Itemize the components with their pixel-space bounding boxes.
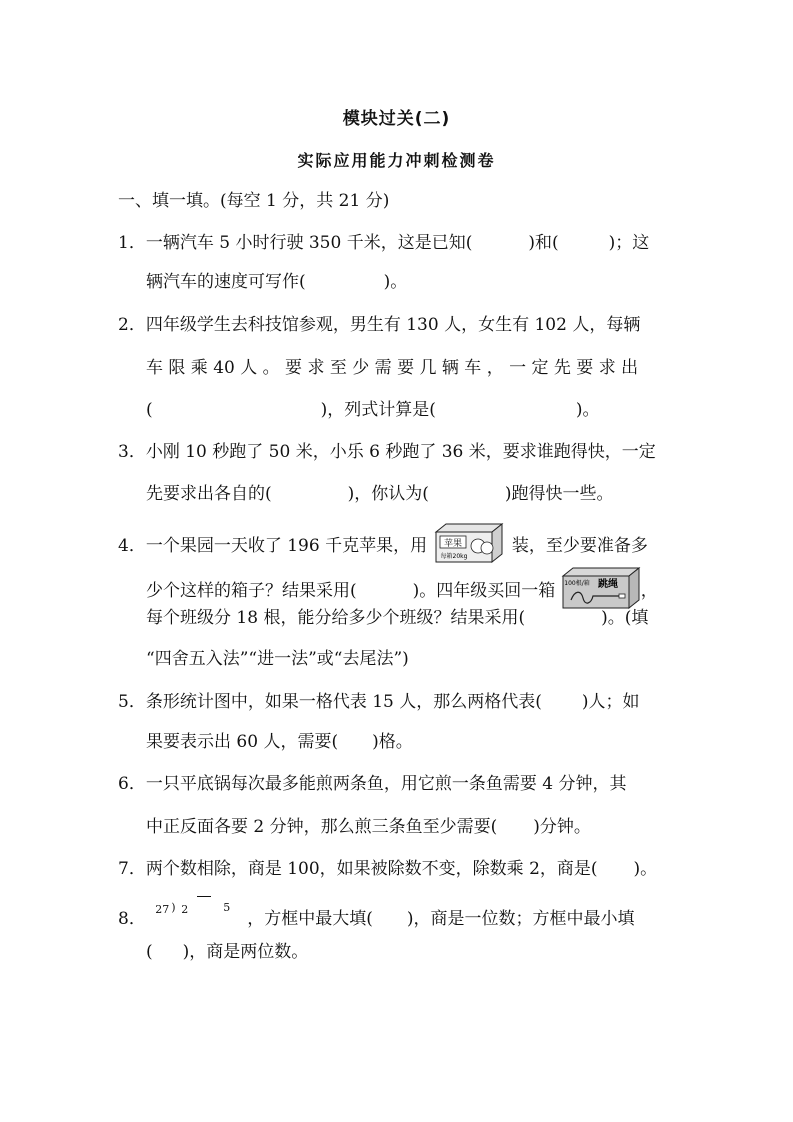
q3-text-b: 先要求出各自的(	[146, 484, 272, 504]
q1-text-e: )。	[383, 272, 408, 292]
q8-text-b: )，商是一位数；方框中最小填	[406, 909, 635, 929]
question-7-line-1	[118, 857, 678, 881]
page-title: 模块过关(二)	[342, 109, 451, 129]
question-6-line-2	[146, 815, 706, 839]
question-4-line-4: “四舍五入法”“进一法”或“去尾法”)	[146, 649, 409, 669]
question-8-line-2	[146, 940, 706, 964]
q5-text-b: )人；如	[581, 692, 640, 712]
q8-text-a: ，方框中最大填(	[247, 909, 373, 929]
q7-text-a: 7．两个数相除，商是 100，如果被除数不变，除数乘 2，商是(	[118, 859, 598, 879]
q5-text-c: 果要表示出 60 人，需要(	[146, 732, 339, 752]
svg-text:100根/箱: 100根/箱	[563, 580, 590, 587]
question-3-line-2	[146, 482, 706, 506]
svg-text:跳绳: 跳绳	[597, 579, 618, 590]
question-2-line-3	[146, 398, 706, 422]
divisor: 27	[155, 903, 170, 916]
q2-text-c: (	[146, 400, 153, 420]
question-1-line-2	[146, 270, 706, 294]
q5-text-a: 5．条形统计图中，如果一格代表 15 人，那么两格代表(	[118, 692, 542, 712]
section-heading: 一、填一填。(每空 1 分，共 21 分)	[118, 191, 390, 211]
svg-text:每箱20kg: 每箱20kg	[441, 553, 468, 560]
dividend-digit-1: 2	[181, 903, 189, 916]
q3-text-c: )，你认为(	[347, 484, 429, 504]
apple-box-icon	[432, 522, 506, 571]
question-1-line-1	[118, 231, 678, 255]
q1-text-b: )和(	[528, 233, 559, 253]
q4-text-c: 少个这样的箱子？结果采用(	[146, 581, 357, 601]
q1-text-c: )；这	[608, 233, 650, 253]
division-bracket: )	[171, 901, 176, 914]
q4-text-a: 4．一个果园一天收了 196 千克苹果，用	[118, 536, 428, 556]
q8-text-d: )，商是两位数。	[182, 942, 309, 962]
q1-text-d: 辆汽车的速度可写作(	[146, 272, 306, 292]
long-division-expression	[151, 902, 247, 926]
q3-text-d: )跑得快一些。	[504, 484, 614, 504]
dividend-box[interactable]	[197, 896, 211, 898]
q4-text-e: ，	[640, 581, 658, 601]
q8-number: 8．	[118, 909, 146, 929]
question-3-line-1: 3．小刚 10 秒跑了 50 米，小乐 6 秒跑了 36 米，要求谁跑得快，一定	[118, 442, 656, 462]
question-2-line-2: 车 限 乘 40 人 。 要 求 至 少 需 要 几 辆 车 ， 一 定 先 要 求 出	[146, 358, 639, 378]
page-subtitle: 实际应用能力冲刺检测卷	[297, 151, 496, 170]
q2-text-e: )。	[575, 400, 600, 420]
question-5-line-2	[146, 730, 706, 754]
question-5-line-1	[118, 690, 678, 714]
q6-text-c: )分钟。	[533, 817, 591, 837]
question-4-line-3	[146, 606, 706, 630]
q5-text-d: )格。	[372, 732, 413, 752]
svg-text:苹果: 苹果	[444, 539, 463, 549]
q7-text-b: )。	[633, 859, 658, 879]
dividend-digit-3: 5	[223, 901, 231, 914]
q4-text-d: )。四年级买回一箱	[412, 581, 556, 601]
question-8-line-1	[118, 902, 678, 931]
q4-text-g: )。(填	[601, 608, 649, 628]
q2-text-d: )，列式计算是(	[320, 400, 436, 420]
q4-text-f: 每个班级分 18 根，能分给多少个班级？结果采用(	[146, 608, 526, 628]
question-4-line-1	[118, 522, 678, 571]
q6-text-b: 中正反面各要 2 分钟，那么煎三条鱼至少需要(	[146, 817, 498, 837]
q8-text-c: (	[146, 942, 153, 962]
question-6-line-1: 6．一只平底锅每次最多能煎两条鱼，用它煎一条鱼需要 4 分钟，其	[118, 774, 627, 794]
question-2-line-1: 2．四年级学生去科技馆参观，男生有 130 人，女生有 102 人，每辆	[118, 315, 641, 335]
q4-text-b: 装，至少要准备多	[511, 536, 648, 556]
q1-text-a: 1．一辆汽车 5 小时行驶 350 千米，这是已知(	[118, 233, 473, 253]
